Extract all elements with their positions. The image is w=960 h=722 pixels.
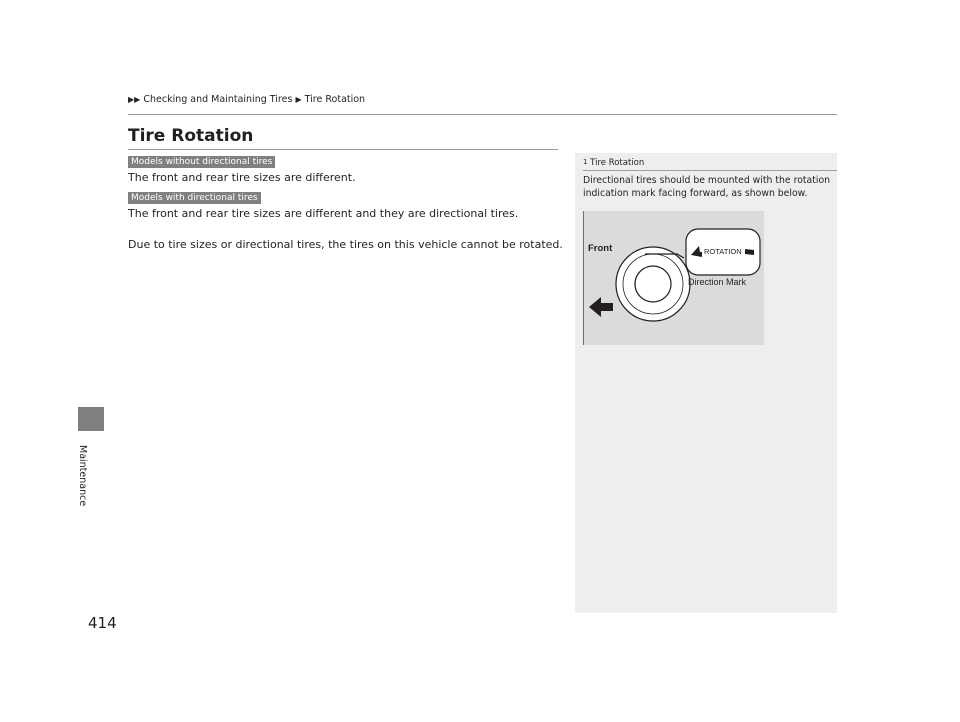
chapter-tab[interactable] <box>78 407 104 431</box>
breadcrumb-item-tire-rotation[interactable]: Tire Rotation <box>304 94 366 105</box>
note-divider <box>583 170 837 171</box>
figure-left-border <box>583 211 584 345</box>
rotation-label: ROTATION <box>704 247 742 256</box>
breadcrumb-arrow-icon: ▶ <box>295 95 302 104</box>
note-heading-title: Tire Rotation <box>590 158 645 168</box>
note-text: Directional tires should be mounted with the rotation indication mark facing forward, as shown below. <box>583 175 831 199</box>
paragraph-with-directional: The front and rear tire sizes are different and they are directional tires. <box>128 207 519 220</box>
breadcrumb <box>128 94 365 105</box>
breadcrumb-arrow-icon: ▶▶ <box>128 95 141 104</box>
note-ref-number: 1 <box>583 158 588 166</box>
paragraph-without-directional: The front and rear tire sizes are different. <box>128 171 356 184</box>
chapter-label: Maintenance <box>77 445 88 507</box>
wheel-hub-icon <box>635 266 671 302</box>
tire-direction-figure <box>583 211 764 345</box>
title-divider <box>128 149 558 150</box>
model-tag-with-directional: Models with directional tires <box>128 192 261 204</box>
header-divider <box>128 114 837 115</box>
front-arrow-icon <box>589 297 613 317</box>
front-label: Front <box>588 243 613 254</box>
tire-illustration <box>583 211 764 345</box>
note-heading <box>583 158 644 168</box>
page-number: 414 <box>88 614 117 632</box>
paragraph-rotation-note: Due to tire sizes or directional tires, the tires on this vehicle cannot be rotated. <box>128 238 563 251</box>
direction-mark-label: Direction Mark <box>688 277 747 287</box>
breadcrumb-item-checking[interactable]: Checking and Maintaining Tires <box>143 94 293 105</box>
rotation-right-mark-icon <box>745 249 754 255</box>
section-title: Tire Rotation <box>128 126 254 146</box>
model-tag-without-directional: Models without directional tires <box>128 156 275 168</box>
